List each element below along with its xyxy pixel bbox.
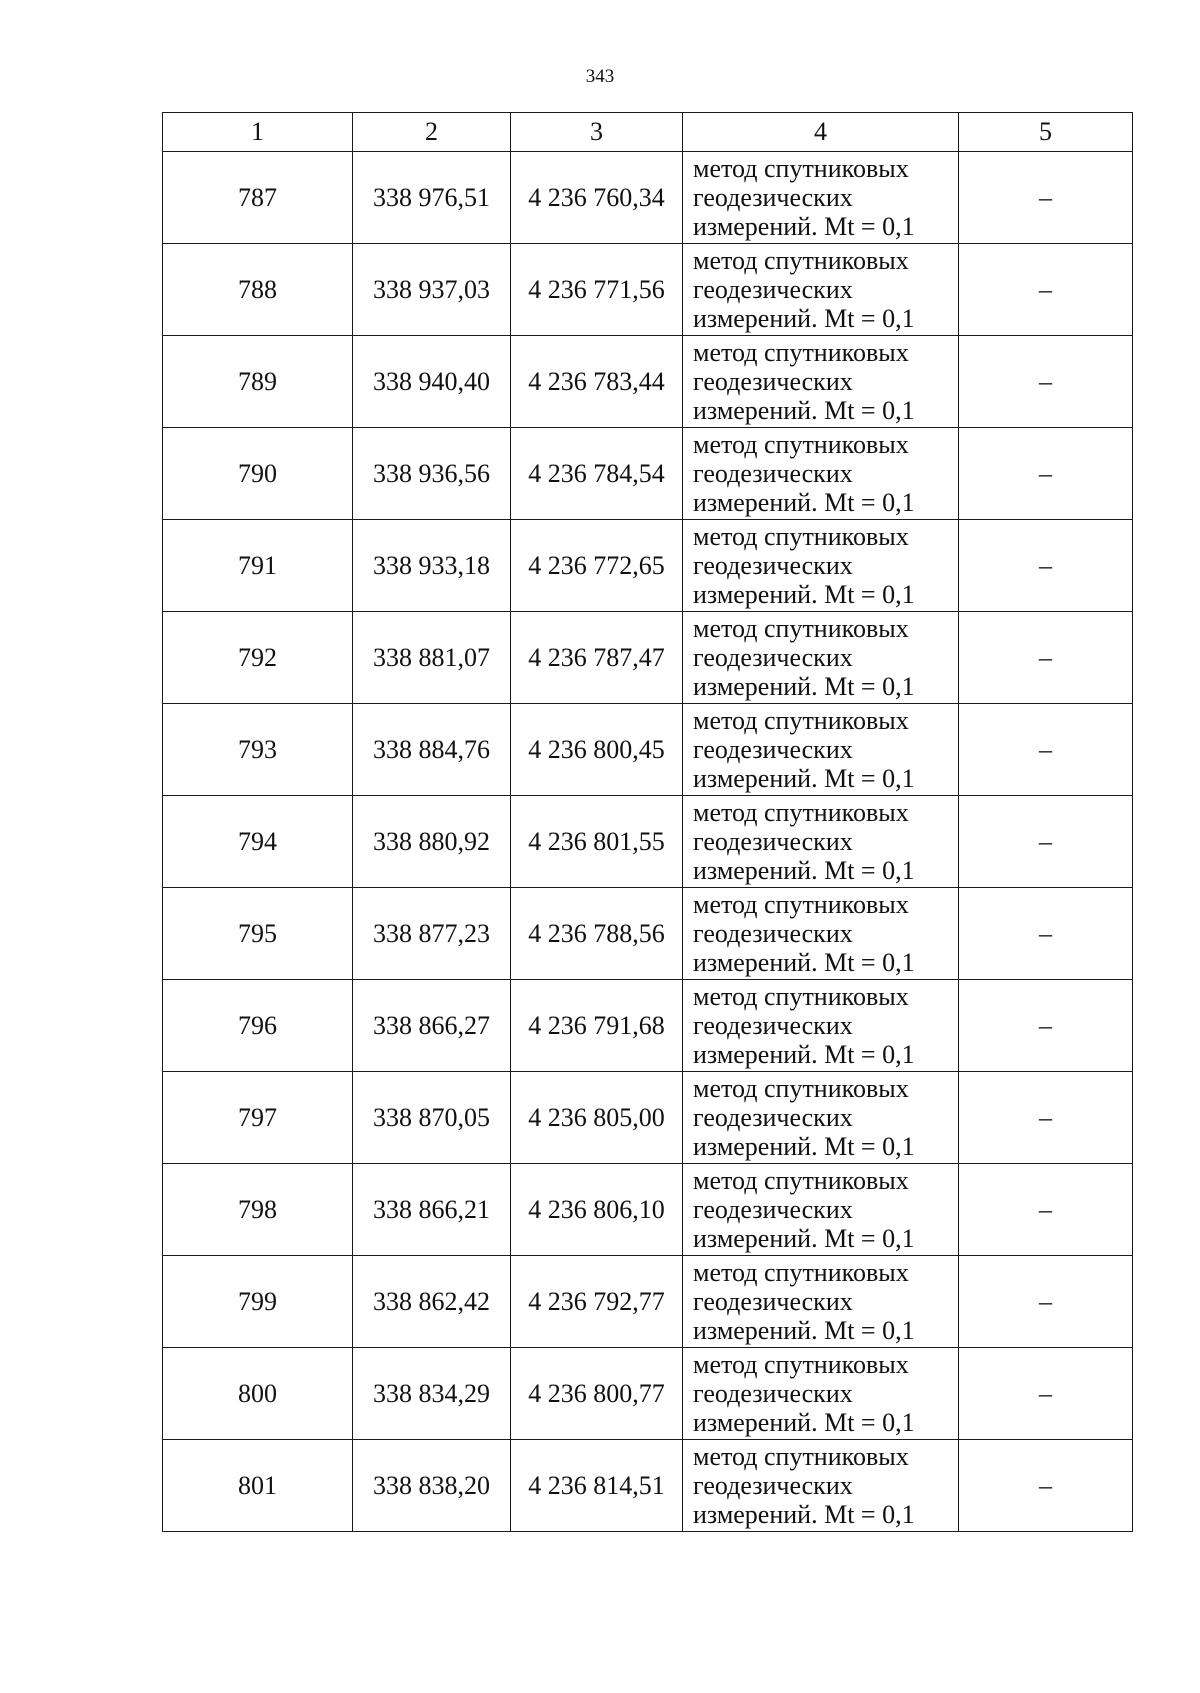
y-coordinate-cell: 4 236 771,56 [511,244,683,336]
x-coordinate-cell: 338 862,42 [353,1256,511,1348]
note-cell: – [959,1072,1133,1164]
coordinates-table [162,112,1133,1532]
header-cell-2: 2 [353,113,511,152]
method-cell: метод спутниковых геодезических измерений. Mt = 0,1 [683,520,959,612]
table-row [163,520,1133,612]
table-row [163,1440,1133,1532]
x-coordinate-cell: 338 866,21 [353,1164,511,1256]
header-cell-3: 3 [511,113,683,152]
y-coordinate-cell: 4 236 784,54 [511,428,683,520]
note-cell: – [959,1348,1133,1440]
method-cell: метод спутниковых геодезических измерений. Mt = 0,1 [683,980,959,1072]
point-number-cell: 799 [163,1256,353,1348]
method-cell: метод спутниковых геодезических измерений. Mt = 0,1 [683,704,959,796]
note-cell: – [959,428,1133,520]
table-row [163,1072,1133,1164]
method-cell: метод спутниковых геодезических измерений. Mt = 0,1 [683,888,959,980]
point-number-cell: 801 [163,1440,353,1532]
table-row [163,1348,1133,1440]
x-coordinate-cell: 338 877,23 [353,888,511,980]
table-row [163,980,1133,1072]
y-coordinate-cell: 4 236 788,56 [511,888,683,980]
point-number-cell: 798 [163,1164,353,1256]
point-number-cell: 797 [163,1072,353,1164]
method-cell: метод спутниковых геодезических измерений. Mt = 0,1 [683,336,959,428]
point-number-cell: 792 [163,612,353,704]
note-cell: – [959,796,1133,888]
method-cell: метод спутниковых геодезических измерений. Mt = 0,1 [683,152,959,244]
x-coordinate-cell: 338 940,40 [353,336,511,428]
table-row [163,336,1133,428]
note-cell: – [959,520,1133,612]
method-cell: метод спутниковых геодезических измерений. Mt = 0,1 [683,796,959,888]
point-number-cell: 795 [163,888,353,980]
method-cell: метод спутниковых геодезических измерений. Mt = 0,1 [683,1440,959,1532]
note-cell: – [959,336,1133,428]
x-coordinate-cell: 338 838,20 [353,1440,511,1532]
table-row [163,796,1133,888]
method-cell: метод спутниковых геодезических измерений. Mt = 0,1 [683,244,959,336]
table-row [163,1164,1133,1256]
y-coordinate-cell: 4 236 791,68 [511,980,683,1072]
header-row [163,113,1133,152]
point-number-cell: 789 [163,336,353,428]
y-coordinate-cell: 4 236 801,55 [511,796,683,888]
table-row [163,152,1133,244]
y-coordinate-cell: 4 236 806,10 [511,1164,683,1256]
header-cell-5: 5 [959,113,1133,152]
method-cell: метод спутниковых геодезических измерений. Mt = 0,1 [683,1348,959,1440]
point-number-cell: 793 [163,704,353,796]
x-coordinate-cell: 338 976,51 [353,152,511,244]
table-row [163,888,1133,980]
table-header [163,113,1133,152]
point-number-cell: 791 [163,520,353,612]
y-coordinate-cell: 4 236 805,00 [511,1072,683,1164]
y-coordinate-cell: 4 236 800,45 [511,704,683,796]
x-coordinate-cell: 338 933,18 [353,520,511,612]
y-coordinate-cell: 4 236 800,77 [511,1348,683,1440]
y-coordinate-cell: 4 236 783,44 [511,336,683,428]
y-coordinate-cell: 4 236 787,47 [511,612,683,704]
point-number-cell: 788 [163,244,353,336]
note-cell: – [959,888,1133,980]
point-number-cell: 794 [163,796,353,888]
table-row [163,704,1133,796]
method-cell: метод спутниковых геодезических измерений. Mt = 0,1 [683,1072,959,1164]
note-cell: – [959,704,1133,796]
note-cell: – [959,1440,1133,1532]
table-row [163,428,1133,520]
note-cell: – [959,152,1133,244]
table-row [163,1256,1133,1348]
y-coordinate-cell: 4 236 792,77 [511,1256,683,1348]
x-coordinate-cell: 338 880,92 [353,796,511,888]
header-cell-1: 1 [163,113,353,152]
y-coordinate-cell: 4 236 760,34 [511,152,683,244]
table-body [163,152,1133,1532]
note-cell: – [959,612,1133,704]
page-number: 343 [585,66,615,87]
x-coordinate-cell: 338 866,27 [353,980,511,1072]
note-cell: – [959,1164,1133,1256]
x-coordinate-cell: 338 834,29 [353,1348,511,1440]
x-coordinate-cell: 338 936,56 [353,428,511,520]
method-cell: метод спутниковых геодезических измерений. Mt = 0,1 [683,428,959,520]
y-coordinate-cell: 4 236 772,65 [511,520,683,612]
method-cell: метод спутниковых геодезических измерений. Mt = 0,1 [683,612,959,704]
note-cell: – [959,980,1133,1072]
point-number-cell: 790 [163,428,353,520]
x-coordinate-cell: 338 881,07 [353,612,511,704]
header-cell-4: 4 [683,113,959,152]
note-cell: – [959,1256,1133,1348]
table-row [163,244,1133,336]
point-number-cell: 787 [163,152,353,244]
x-coordinate-cell: 338 870,05 [353,1072,511,1164]
x-coordinate-cell: 338 884,76 [353,704,511,796]
x-coordinate-cell: 338 937,03 [353,244,511,336]
note-cell: – [959,244,1133,336]
method-cell: метод спутниковых геодезических измерений. Mt = 0,1 [683,1256,959,1348]
point-number-cell: 800 [163,1348,353,1440]
point-number-cell: 796 [163,980,353,1072]
method-cell: метод спутниковых геодезических измерений. Mt = 0,1 [683,1164,959,1256]
y-coordinate-cell: 4 236 814,51 [511,1440,683,1532]
table-row [163,612,1133,704]
